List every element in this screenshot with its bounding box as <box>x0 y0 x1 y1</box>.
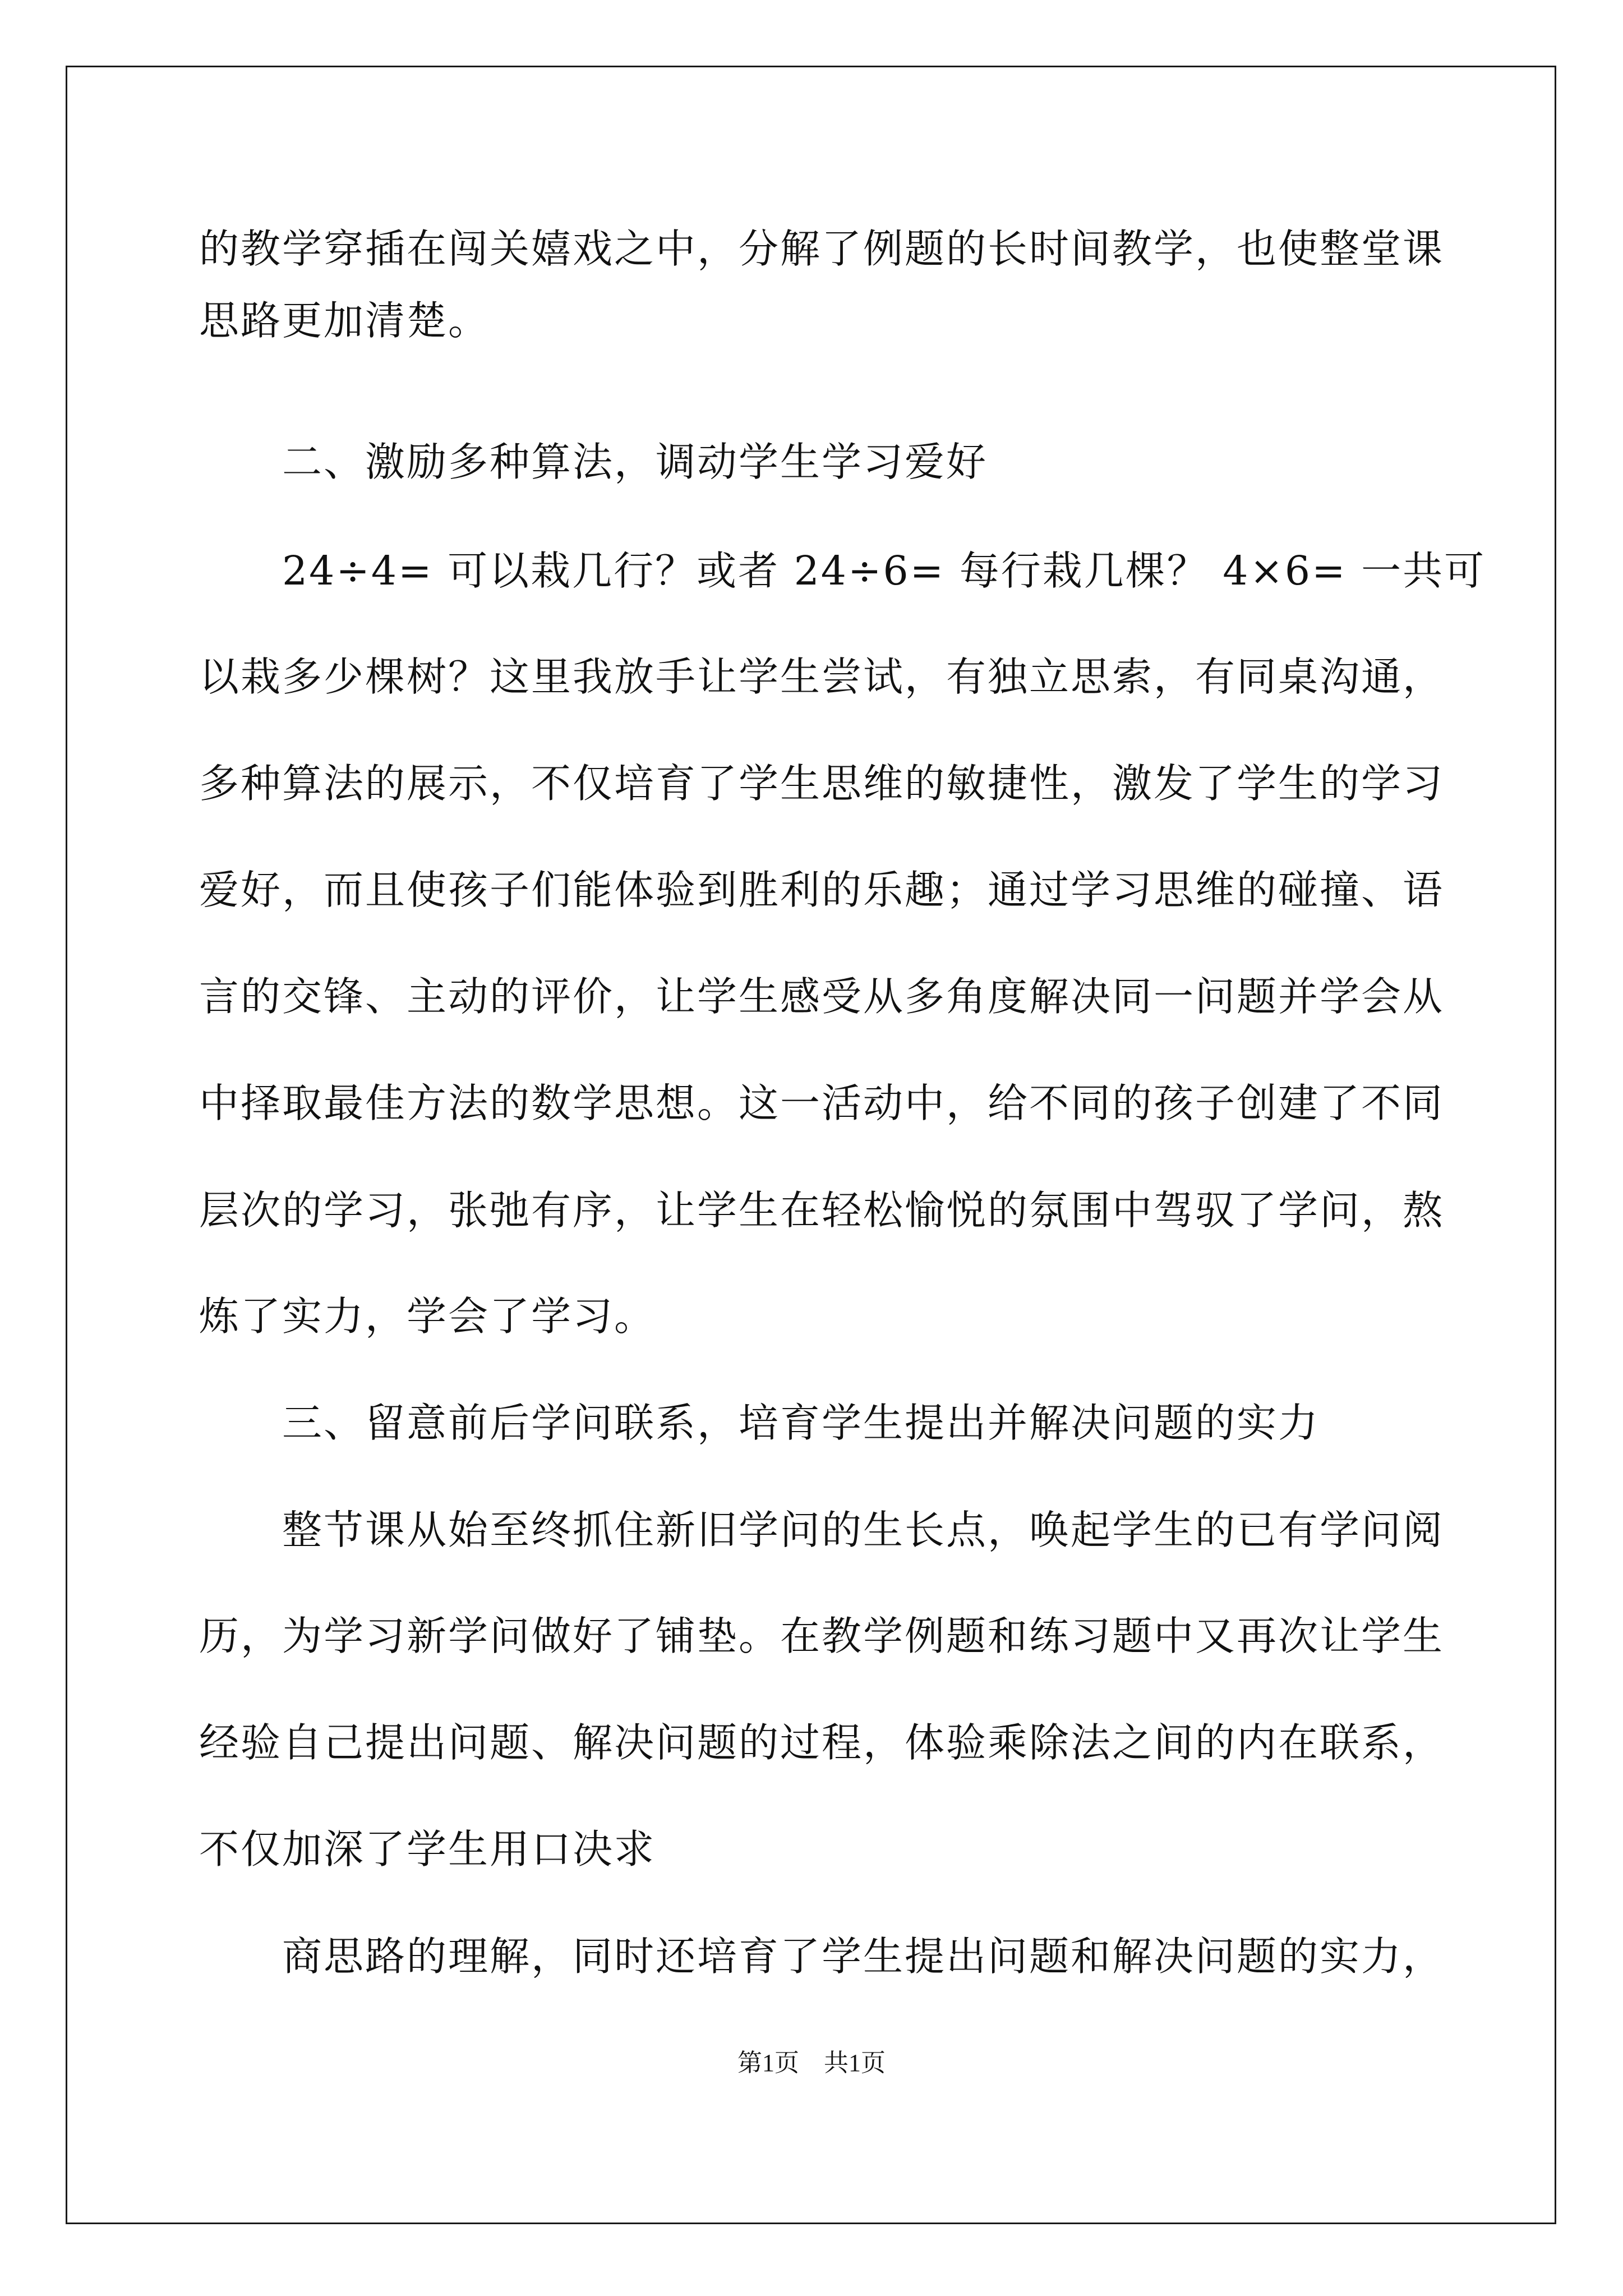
text-line: 层次的学习，张弛有序，让学生在轻松愉悦的氛围中驾驭了学问，熬 <box>199 1187 1445 1234</box>
text-line: 整节课从始至终抓住新旧学问的生长点，唤起学生的已有学问阅 <box>282 1507 1445 1553</box>
text-line: 不仅加深了学生用口决求 <box>199 1826 656 1872</box>
text-line: 历，为学习新学问做好了铺垫。在教学例题和练习题中又再次让学生 <box>199 1613 1445 1659</box>
text-line: 爱好，而且使孩子们能体验到胜利的乐趣；通过学习思维的碰撞、语 <box>199 867 1445 913</box>
page-number: 第1页 共1页 <box>737 2049 886 2077</box>
text-line: 思路更加清楚。 <box>199 297 490 344</box>
text-line: 的教学穿插在闯关嬉戏之中，分解了例题的长时间教学，也使整堂课 <box>199 226 1445 272</box>
page-border <box>66 66 1556 2224</box>
text-line: 商思路的理解，同时还培育了学生提出问题和解决问题的实力， <box>282 1933 1445 1980</box>
text-line: 多种算法的展示，不仅培育了学生思维的敏捷性，激发了学生的学习 <box>199 760 1445 807</box>
section-heading: 三、留意前后学问联系，培育学生提出并解决问题的实力 <box>282 1400 1320 1446</box>
text-line: 炼了实力，学会了学习。 <box>199 1293 656 1340</box>
text-line: 中择取最佳方法的数学思想。这一活动中，给不同的孩子创建了不同 <box>199 1080 1445 1126</box>
text-line: 经验自己提出问题、解决问题的过程，体验乘除法之间的内在联系， <box>199 1719 1445 1766</box>
section-heading: 二、激励多种算法，调动学生学习爱好 <box>282 439 988 485</box>
text-line: 言的交锋、主动的评价，让学生感受从多角度解决同一问题并学会从 <box>199 973 1445 1020</box>
text-line: 以栽多少棵树？这里我放手让学生尝试，有独立思索，有同桌沟通， <box>199 654 1445 700</box>
text-line: 24÷4= 可以栽几行？或者 24÷6= 每行栽几棵？ 4×6= 一共可 <box>282 547 1486 594</box>
